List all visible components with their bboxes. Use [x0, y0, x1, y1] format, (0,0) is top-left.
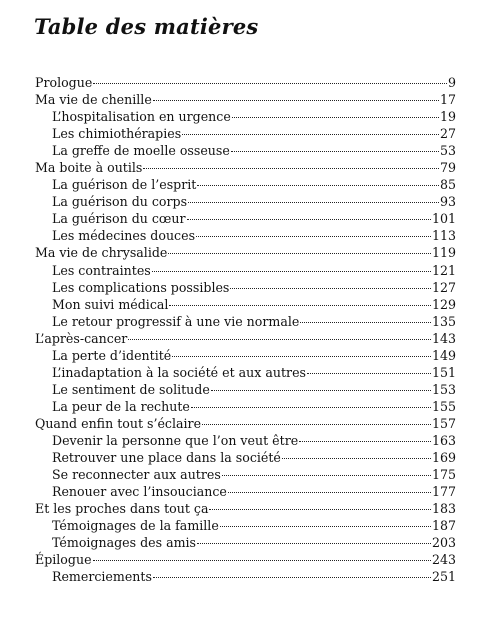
dot-leader [197, 185, 439, 186]
toc-section-entry[interactable] [35, 517, 456, 534]
toc-page-number: 203 [431, 535, 456, 551]
toc-entry-label: La guérison du cœur [52, 211, 186, 227]
dot-leader [300, 322, 431, 323]
dot-leader [128, 339, 431, 340]
toc-chapter-entry[interactable] [35, 159, 456, 176]
toc-entry-label: Quand enfin tout s’éclaire [35, 415, 202, 431]
dot-leader [143, 168, 439, 169]
toc-entry-label: L’hospitalisation en urgence [52, 109, 231, 125]
toc-section-entry[interactable] [35, 262, 456, 279]
toc-chapter-entry[interactable] [35, 330, 456, 347]
toc-chapter-entry[interactable] [35, 415, 456, 432]
toc-section-entry[interactable] [35, 313, 456, 330]
toc-section-entry[interactable] [35, 466, 456, 483]
toc-page-number: 19 [439, 109, 456, 125]
dot-leader [230, 288, 431, 289]
dot-leader [169, 305, 431, 306]
toc-page-number: 251 [431, 569, 456, 585]
toc-section-entry[interactable] [35, 142, 456, 159]
toc-entry-label: Les médecines douces [52, 228, 196, 244]
toc-page-number: 153 [431, 381, 456, 397]
dot-leader [211, 390, 431, 391]
dot-leader [196, 236, 431, 237]
toc-section-entry[interactable] [35, 227, 456, 244]
toc-section-entry[interactable] [35, 534, 456, 551]
dot-leader [231, 151, 439, 152]
toc-page-number: 9 [447, 75, 456, 90]
dot-leader [188, 202, 439, 203]
toc-entry-label: Les contraintes [52, 262, 151, 278]
toc-page-number: 119 [431, 245, 456, 261]
toc-entry-label: Le retour progressif à une vie normale [52, 313, 300, 329]
dot-leader [93, 83, 447, 84]
toc-page-number: 151 [431, 364, 456, 380]
toc-entry-label: Ma vie de chrysalide [35, 245, 168, 261]
toc-entry-label: La perte d’identité [52, 347, 172, 363]
dot-leader [182, 134, 439, 135]
toc-entry-label: Ma vie de chenille [35, 92, 152, 108]
dot-leader [282, 458, 431, 459]
toc-entry-label: Remerciements [52, 569, 152, 585]
dot-leader [93, 560, 431, 561]
toc-section-entry[interactable] [35, 296, 456, 313]
dot-leader [222, 475, 431, 476]
toc-section-entry[interactable] [35, 347, 456, 364]
dot-leader [299, 441, 431, 442]
toc-entry-label: La guérison du corps [52, 194, 188, 210]
toc-entry-label: La guérison de l’esprit [52, 177, 197, 193]
toc-section-entry[interactable] [35, 279, 456, 296]
toc-entry-label: Le sentiment de solitude [52, 381, 210, 397]
toc-page-number: 113 [431, 228, 456, 244]
toc-chapter-entry[interactable] [35, 551, 456, 568]
toc-page-number: 243 [431, 552, 456, 568]
toc-page-number: 127 [431, 279, 456, 295]
toc-section-entry[interactable] [35, 381, 456, 398]
toc-entry-label: Retrouver une place dans la société [52, 450, 281, 466]
toc-entry-label: Devenir la personne que l’on veut être [52, 432, 299, 448]
toc-page-number: 135 [431, 313, 456, 329]
dot-leader [197, 543, 431, 544]
toc-page-number: 79 [439, 160, 456, 176]
toc-section-entry[interactable] [35, 568, 456, 585]
dot-leader [168, 253, 431, 254]
toc-entry-label: La greffe de moelle osseuse [52, 143, 230, 159]
dot-leader [202, 424, 431, 425]
toc-chapter-entry[interactable] [35, 244, 456, 261]
dot-leader [220, 526, 431, 527]
toc-section-entry[interactable] [35, 483, 456, 500]
toc-page-number: 177 [431, 484, 456, 500]
toc-entry-label: Ma boite à outils [35, 160, 143, 176]
dot-leader [209, 509, 430, 510]
toc-page-number: 183 [431, 501, 456, 517]
toc-page-number: 101 [431, 211, 456, 227]
toc-page-number: 17 [439, 92, 456, 108]
page-title: Table des matières [34, 14, 259, 39]
toc-page-number: 129 [431, 296, 456, 312]
dot-leader [153, 100, 439, 101]
toc-page-number: 187 [431, 518, 456, 534]
toc-entry-label: Renouer avec l’insouciance [52, 484, 227, 500]
toc-page-number: 157 [431, 415, 456, 431]
toc-entry-label: Épilogue [35, 552, 92, 568]
toc-chapter-entry[interactable] [35, 91, 456, 108]
toc-section-entry[interactable] [35, 449, 456, 466]
toc-section-entry[interactable] [35, 364, 456, 381]
table-of-contents [35, 74, 456, 585]
toc-page-number: 169 [431, 450, 456, 466]
toc-page-number: 27 [439, 126, 456, 142]
toc-entry-label: Les complications possibles [52, 279, 230, 295]
toc-entry-label: Se reconnecter aux autres [52, 467, 221, 483]
toc-entry-label: Et les proches dans tout ça [35, 501, 209, 517]
toc-section-entry[interactable] [35, 398, 456, 415]
dot-leader [232, 117, 439, 118]
dot-leader [152, 271, 431, 272]
toc-page-number: 149 [431, 347, 456, 363]
toc-page-number: 143 [431, 330, 456, 346]
toc-chapter-entry[interactable] [35, 74, 456, 91]
toc-entry-label: La peur de la rechute [52, 398, 190, 414]
toc-section-entry[interactable] [35, 432, 456, 449]
toc-entry-label: L’après-cancer [35, 330, 128, 346]
toc-entry-label: Prologue [35, 75, 93, 90]
toc-section-entry[interactable] [35, 176, 456, 193]
toc-page-number: 175 [431, 467, 456, 483]
toc-page-number: 155 [431, 398, 456, 414]
toc-page-number: 163 [431, 432, 456, 448]
toc-page-number: 93 [439, 194, 456, 210]
toc-page-number: 53 [439, 143, 456, 159]
toc-section-entry[interactable] [35, 210, 456, 227]
toc-page-number: 85 [439, 177, 456, 193]
toc-entry-label: Témoignages de la famille [52, 518, 219, 534]
toc-section-entry[interactable] [35, 108, 456, 125]
toc-entry-label: Mon suivi médical [52, 296, 169, 312]
dot-leader [191, 407, 431, 408]
toc-entry-label: Témoignages des amis [52, 535, 197, 551]
dot-leader [187, 219, 431, 220]
dot-leader [228, 492, 431, 493]
toc-section-entry[interactable] [35, 125, 456, 142]
dot-leader [153, 577, 431, 578]
toc-section-entry[interactable] [35, 193, 456, 210]
dot-leader [307, 373, 431, 374]
dot-leader [172, 356, 431, 357]
toc-entry-label: L’inadaptation à la société et aux autres [52, 364, 306, 380]
toc-entry-label: Les chimiothérapies [52, 126, 182, 142]
toc-page-number: 121 [431, 262, 456, 278]
toc-chapter-entry[interactable] [35, 500, 456, 517]
